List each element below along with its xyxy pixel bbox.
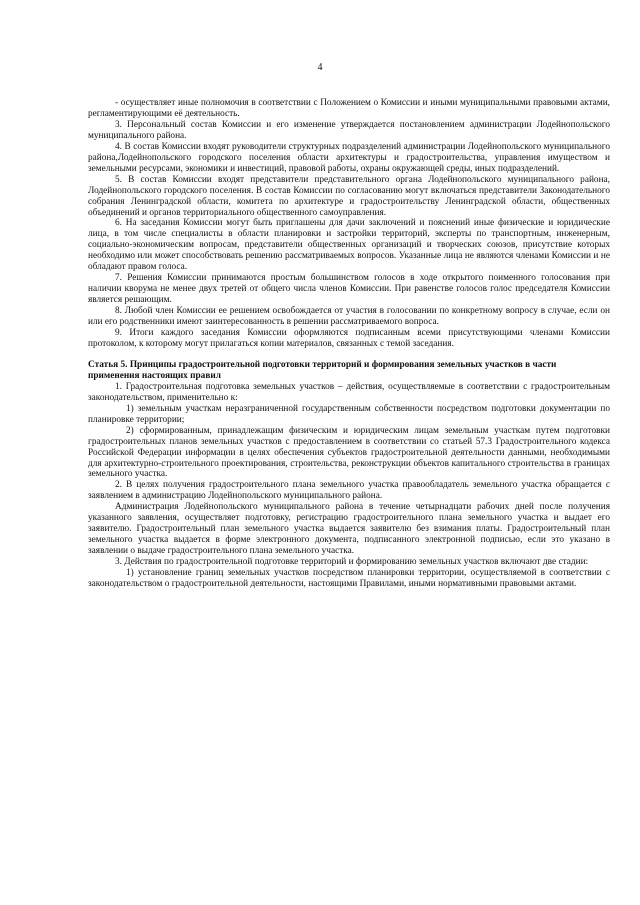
paragraph-subclause-1: 1) земельным участкам неразграниченной государственным собственности посредством подготовки документации по планировке территории; — [88, 403, 610, 425]
paragraph-stage-1: 1) установление границ земельных участков посредством планировки территории, осуществляемой в соответствии с законодательством о градостроительной деятельности, настоящими Правилами, иными нормативными правовыми актами. — [88, 568, 610, 589]
paragraph-article-5-clause-2: 2. В целях получения градостроительного плана земельного участка правообладатель земельного участка обращается с заявлением в администрацию Лодейнопольского муниципального района. — [88, 480, 610, 502]
article-5-heading: Статья 5. Принципы градостроительной подготовки территорий и формирования земельных участков в части применения настоящих правил — [88, 359, 557, 381]
paragraph-article-5-clause-3: 3. Действия по градостроительной подготовке территорий и формированию земельных участков включают две стадии: — [115, 557, 589, 568]
document-body — [88, 98, 610, 590]
paragraph-clause-4: 4. В состав Комиссии входят руководители структурных подразделений администрации Лодейнопольского муниципального района,Лодейнопольского городского поселения области архитектуры и градостроительства, управления имуществом и земельными ресурсами, экономики и инвестиций, правовой работы, охраны окружающей среды, иных подразделений. — [88, 141, 610, 174]
paragraph-subclause-2: 2) сформированным, принадлежащим физическим и юридическим лицам земельным участкам путем подготовки градостроительных планов земельных участков с предоставлением в соответствии со статьей 57.3 Градостроительного кодекса Российской Федерации информации в целях обеспечения субъектов градостроительной деятельности данными, необходимыми для архитектурно-строительного проектирования, строительства, реконструкции объектов капитального строительства в границах земельного участка. — [88, 425, 610, 480]
paragraph-clause-8: 8. Любой член Комиссии ее решением освобождается от участия в голосовании по конкретному вопросу в случае, если он или его родственники имеют заинтересованность в решении рассматриваемого вопроса. — [88, 306, 610, 328]
paragraph-clause-9: 9. Итоги каждого заседания Комиссии оформляются подписанным всеми присутствующими членами Комиссии протоколом, к которому могут прилагаться копии материалов, связанных с темой заседания. — [88, 328, 610, 349]
paragraph-clause-6: 6. На заседания Комиссии могут быть приглашены для дачи заключений и пояснений иные физические и юридические лица, в том числе специалисты в области планировки и застройки территорий, эксперты по транспортным, инженерным, социально-экономическим вопросам, представители общественных организаций и творческих союзов, присутствие которых необходимо или может способствовать решению рассматриваемых вопросов. Указанные лица не являются членами Комиссии и не обладают правом голоса. — [88, 218, 610, 273]
paragraph-clause-3: 3. Персональный состав Комиссии и его изменение утверждается постановлением администрации Лодейнопольского муниципального района. — [88, 119, 610, 141]
paragraph-clause-7: 7. Решения Комиссии принимаются простым большинством голосов в ходе открытого поименного голосования при наличии кворума не менее двух третей от общего числа членов Комиссии. При равенстве голосов голос председателя Комиссии является решающим. — [88, 273, 610, 306]
paragraph-administration: Администрация Лодейнопольского муниципального района в течение четырнадцати рабочих дней после получения указанного заявления, осуществляет подготовку, регистрацию градостроительного плана земельного участка и выдает его заявителю. Градостроительный план земельного участка выдается заявителю без взимания платы. Градостроительный план земельного участка выдается в форме электронного документа, подписанного электронной подписью, если это указано в заявлении о выдаче градостроительного плана земельного участка. — [88, 502, 610, 557]
paragraph-clause-5: 5. В состав Комиссии входят представители представительного органа Лодейнопольского муниципального района, Лодейнопольского городского поселения. В состав Комиссии по согласованию могут включаться представители Законодательного собрания Ленинградской области, комитета по архитектуре и градостроительству Ленинградской области, общественных объединений и органов территориального общественного самоуправления. — [88, 174, 610, 218]
paragraph-article-5-clause-1: 1. Градостроительная подготовка земельных участков – действия, осуществляемые в соответствии с градостроительным законодательством, применительно к: — [88, 381, 610, 403]
paragraph-other-powers: - осуществляет иные полномочия в соответствии с Положением о Комиссии и иными муниципальными правовыми актами, регламентирующими её деятельность. — [88, 98, 610, 119]
page-number: 4 — [317, 62, 323, 73]
